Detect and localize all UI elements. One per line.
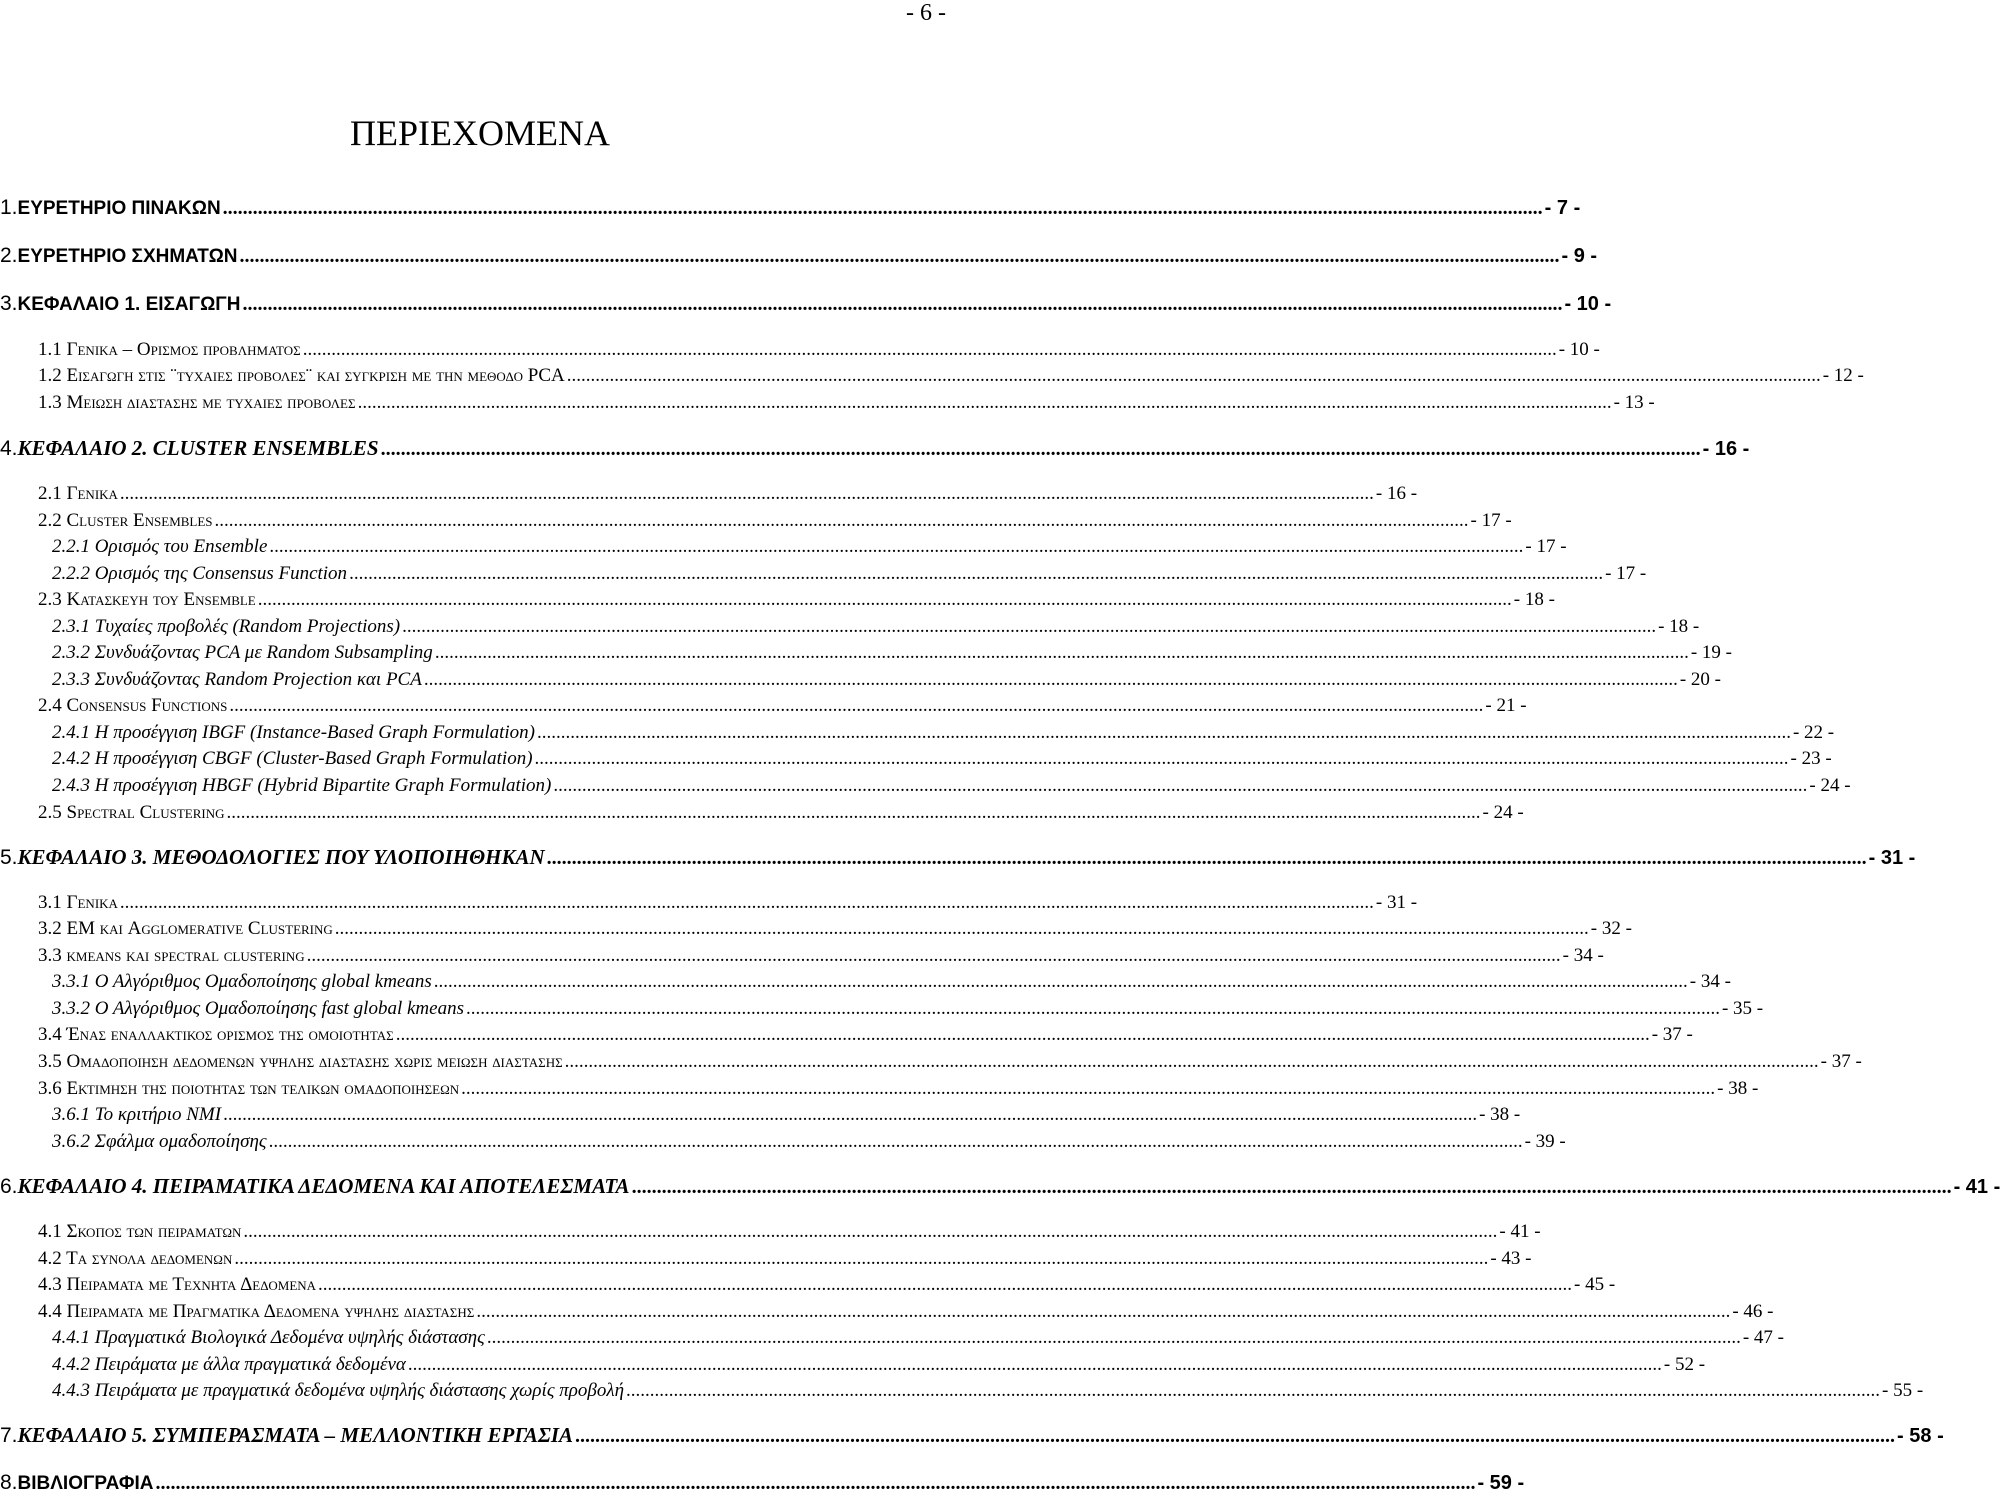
- toc-entry-number: 1.: [0, 196, 18, 219]
- toc-entry-title: ΕΥΡΕΤΗΡΙΟ ΣΧΗΜΑΤΩΝ: [17, 246, 238, 267]
- toc-entry-page: - 16 -: [1702, 438, 1750, 460]
- toc-entry[interactable]: [0, 748, 1832, 774]
- toc-entry[interactable]: [0, 244, 1598, 270]
- toc-entry-title: 4.4.3 Πειράματα με πραγματικά δεδομένα υψηλής διάστασης χωρίς προβολή: [52, 1380, 625, 1401]
- toc-entry[interactable]: [0, 563, 1647, 589]
- toc-entry[interactable]: [0, 802, 1524, 828]
- dot-leader: [223, 1104, 1477, 1126]
- toc-entry-title: ΚΕΦΑΛΑΙΟ 4. ΠΕΙΡΑΜΑΤΙΚΑ ΔΕΔΟΜΕΝΑ ΚΑΙ ΑΠΟΤΕΛΕΣΜΑΤΑ: [17, 1174, 630, 1198]
- toc-entry-title: ΚΕΦΑΛΑΙΟ 5. ΣΥΜΠΕΡΑΣΜΑΤΑ – ΜΕΛΛΟΝΤΙΚΗ ΕΡΓΑΣΙΑ: [17, 1423, 574, 1447]
- toc-entry[interactable]: [0, 1301, 1774, 1327]
- dot-leader: [227, 802, 1481, 824]
- dot-leader: [435, 642, 1689, 664]
- toc-entry-page: - 32 -: [1590, 918, 1632, 939]
- toc-entry[interactable]: [0, 1104, 1521, 1130]
- toc-entry-title: 3.1 Γενικα: [38, 892, 118, 913]
- toc-entry-title: 3.6 Εκτιμηση της ποιοτητας των τελικων ομαδοποιησεων: [38, 1078, 460, 1099]
- toc-entry-title: 4.3 Πειραματα με Τεχνητα Δεδομενα: [38, 1274, 317, 1295]
- toc-entry-number: 7.: [0, 1424, 18, 1447]
- toc-entry-title: 2.4 Consensus Functions: [38, 695, 228, 716]
- toc-entry-number: 2.: [0, 244, 18, 267]
- dot-leader: [487, 1327, 1741, 1349]
- toc-entry[interactable]: [0, 365, 1864, 391]
- toc-entry[interactable]: [0, 971, 1731, 997]
- toc-entry-page: - 20 -: [1679, 669, 1721, 690]
- dot-leader: [155, 1472, 1475, 1495]
- toc-entry-title: 2.4.2 Η προσέγγιση CBGF (Cluster-Based Graph Formulation): [52, 748, 533, 769]
- toc-entry-title: 2.3 Κατασκευη του Ensemble: [38, 589, 256, 610]
- toc-entry[interactable]: [0, 1051, 1862, 1077]
- dot-leader: [553, 775, 1807, 797]
- dot-leader: [335, 918, 1589, 940]
- toc-entry-number: 4.: [0, 437, 18, 460]
- toc-entry-title: 1.1 Γενικα – Ορισμος προβληματος: [38, 339, 301, 360]
- toc-entry-title: 3.5 Ομαδοποιηση δεδομενων υψηλης διαστασης χωρις μειωση διαστασης: [38, 1051, 563, 1072]
- toc-entry-page: - 43 -: [1490, 1248, 1532, 1269]
- toc-entry-title: 2.4.3 Η προσέγγιση HBGF (Hybrid Bipartite Graph Formulation): [52, 775, 552, 796]
- toc-entry-title: 3.6.2 Σφάλμα ομαδοποίησης: [52, 1131, 267, 1152]
- toc-entry[interactable]: [0, 945, 1604, 971]
- dot-leader: [567, 365, 1821, 387]
- dot-leader: [229, 695, 1483, 717]
- toc-entry-title: 3.3.2 Ο Αλγόριθμος Ομαδοποίησης fast global kmeans: [52, 998, 464, 1019]
- toc-entry[interactable]: [0, 1131, 1566, 1157]
- toc-entry[interactable]: [0, 1248, 1532, 1274]
- dot-leader: [120, 892, 1374, 914]
- toc-entry[interactable]: [0, 616, 1700, 642]
- toc-entry-number: 5.: [0, 846, 18, 869]
- toc-entry[interactable]: [0, 196, 1581, 222]
- toc-entry[interactable]: [0, 1327, 1784, 1353]
- dot-leader: [547, 847, 1867, 870]
- toc-entry-page: - 22 -: [1792, 722, 1835, 743]
- toc-entry-page: - 19 -: [1690, 642, 1732, 663]
- toc-entry-page: - 34 -: [1689, 971, 1731, 992]
- toc-entry-page: - 9 -: [1561, 245, 1598, 267]
- toc-entry-page: - 16 -: [1375, 483, 1418, 504]
- toc-entry-page: - 17 -: [1470, 510, 1512, 531]
- toc-entry[interactable]: [0, 695, 1527, 721]
- toc-entry-page: - 38 -: [1479, 1104, 1521, 1125]
- toc-entry[interactable]: [0, 1423, 1944, 1449]
- toc-entry-title: 4.1 Σκοπος των πειραματων: [38, 1221, 242, 1242]
- toc-entry[interactable]: [0, 392, 1655, 418]
- toc-entry[interactable]: [0, 536, 1567, 562]
- dot-leader: [434, 971, 1688, 993]
- toc-entry[interactable]: [0, 845, 1916, 871]
- dot-leader: [565, 1051, 1819, 1073]
- toc-entry-title: 2.3.1 Τυχαίες προβολές (Random Projections): [52, 616, 401, 637]
- toc-entry-page: - 39 -: [1524, 1131, 1566, 1152]
- dot-leader: [402, 616, 1656, 638]
- toc-entry[interactable]: [0, 589, 1555, 615]
- toc-entry[interactable]: [0, 436, 1750, 462]
- dot-leader: [535, 748, 1789, 770]
- toc-entry[interactable]: [0, 510, 1512, 536]
- toc-entry-page: - 24 -: [1482, 802, 1524, 823]
- toc-entry-title: 3.3.1 Ο Αλγόριθμος Ομαδοποίησης global kmeans: [52, 971, 432, 992]
- toc-entry[interactable]: [0, 339, 1600, 365]
- dot-leader: [240, 245, 1560, 268]
- toc-entry-number: 8.: [0, 1471, 18, 1494]
- toc-entry-page: - 35 -: [1721, 998, 1764, 1019]
- dot-leader: [626, 1380, 1880, 1402]
- toc-entry-number: 6.: [0, 1175, 18, 1198]
- toc-entry-page: - 46 -: [1732, 1301, 1774, 1322]
- dot-leader: [381, 438, 1701, 461]
- toc-entry[interactable]: [0, 483, 1418, 509]
- toc-entry-page: - 47 -: [1742, 1327, 1784, 1348]
- dot-leader: [215, 510, 1469, 532]
- dot-leader: [537, 722, 1791, 744]
- dot-leader: [269, 536, 1523, 558]
- toc-entry-page: - 34 -: [1562, 945, 1604, 966]
- toc-entry-page: - 55 -: [1882, 1380, 1924, 1401]
- toc-entry-title: 4.2 Τα συνολα δεδομενων: [38, 1248, 233, 1269]
- dot-leader: [258, 589, 1512, 611]
- toc-entry[interactable]: [0, 1354, 1706, 1380]
- toc-entry[interactable]: [0, 892, 1418, 918]
- toc-entry-page: - 52 -: [1663, 1354, 1706, 1375]
- toc-entry-page: - 17 -: [1605, 563, 1647, 584]
- dot-leader: [575, 1425, 1895, 1448]
- toc-entry-page: - 7 -: [1544, 197, 1581, 219]
- toc-entry[interactable]: [0, 669, 1721, 695]
- toc-entry-title: 2.4.1 Η προσέγγιση IBGF (Instance-Based Graph Formulation): [52, 722, 535, 743]
- toc-entry-title: 2.2 Cluster Ensembles: [38, 510, 213, 531]
- toc-entry[interactable]: [0, 918, 1632, 944]
- toc-entry-page: - 59 -: [1477, 1472, 1525, 1494]
- toc-entry-page: - 10 -: [1558, 339, 1600, 360]
- toc-entry-page: - 23 -: [1790, 748, 1832, 769]
- dot-leader: [318, 1274, 1572, 1296]
- dot-leader: [243, 1221, 1497, 1243]
- toc-entry-title: ΚΕΦΑΛΑΙΟ 1. ΕΙΣΑΓΩΓΗ: [17, 294, 241, 315]
- dot-leader: [349, 563, 1603, 585]
- page-number: - 6 -: [906, 0, 946, 26]
- toc-entry-number: 3.: [0, 292, 18, 315]
- toc-entry-title: 2.5 Spectral Clustering: [38, 802, 225, 823]
- toc-entry[interactable]: [0, 642, 1732, 668]
- dot-leader: [120, 483, 1374, 505]
- toc-entry-page: - 45 -: [1574, 1274, 1616, 1295]
- dot-leader: [269, 1131, 1523, 1153]
- toc-entry[interactable]: [0, 775, 1851, 801]
- toc-entry-title: 2.2.2 Ορισμός της Consensus Function: [52, 563, 348, 584]
- toc-entry-title: 3.3 kmeans και spectral clustering: [38, 945, 305, 966]
- toc-entry-title: 1.2 Εισαγωγη στις ¨τυχαιες προβολες¨ και συγκριση με την μεθοδο PCA: [38, 365, 565, 386]
- dot-leader: [358, 392, 1612, 414]
- toc-entry[interactable]: [0, 292, 1612, 318]
- toc-entry-page: - 31 -: [1375, 892, 1418, 913]
- toc-entry-page: - 18 -: [1658, 616, 1700, 637]
- toc-entry-title: ΕΥΡΕΤΗΡΙΟ ΠΙΝΑΚΩΝ: [17, 198, 221, 219]
- toc-entry-page: - 41 -: [1499, 1221, 1541, 1242]
- toc-entry[interactable]: [0, 1380, 1924, 1406]
- dot-leader: [408, 1354, 1662, 1376]
- toc-entry-page: - 41 -: [1953, 1176, 2000, 1198]
- toc-entry[interactable]: [0, 1221, 1541, 1247]
- toc-entry-title: ΒΙΒΛΙΟΓΡΑΦΙΑ: [17, 1473, 154, 1494]
- dot-leader: [466, 998, 1720, 1020]
- toc-entry[interactable]: [0, 1024, 1693, 1050]
- toc-entry[interactable]: [0, 1078, 1759, 1104]
- toc-entry-title: ΚΕΦΑΛΑΙΟ 2. CLUSTER ENSEMBLES: [17, 436, 379, 460]
- toc-entry-title: 4.4.1 Πραγματικά Βιολογικά Δεδομένα υψηλής διάστασης: [52, 1327, 485, 1348]
- dot-leader: [223, 197, 1543, 220]
- toc-entry-title: 4.4.2 Πειράματα με άλλα πραγματικά δεδομένα: [52, 1354, 406, 1375]
- toc-entry-page: - 18 -: [1513, 589, 1555, 610]
- toc-entry-title: 3.4 Ένας εναλλακτικος ορισμος της ομοιοτητας: [38, 1024, 394, 1045]
- toc-entry[interactable]: [0, 1471, 1525, 1497]
- toc-entry-page: - 58 -: [1897, 1425, 1944, 1447]
- toc-entry-page: - 38 -: [1717, 1078, 1759, 1099]
- toc-entry-page: - 17 -: [1525, 536, 1567, 557]
- dot-leader: [461, 1078, 1715, 1100]
- toc-entry-page: - 24 -: [1809, 775, 1851, 796]
- toc-entry-page: - 13 -: [1613, 392, 1655, 413]
- toc-entry[interactable]: [0, 1174, 2000, 1200]
- toc-entry-page: - 31 -: [1868, 847, 1916, 869]
- toc-entry-title: 1.3 Μειωση διαστασης με τυχαιες προβολες: [38, 392, 356, 413]
- dot-leader: [303, 339, 1557, 361]
- toc-entry-title: 2.1 Γενικα: [38, 483, 118, 504]
- toc-entry-title: 3.2 EM και Agglomerative Clustering: [38, 918, 333, 939]
- toc-entry-page: - 10 -: [1564, 293, 1612, 315]
- dot-leader: [632, 1176, 1952, 1199]
- toc-entry[interactable]: [0, 1274, 1616, 1300]
- toc-entry-title: 4.4 Πειραματα με Πραγματικα Δεδομενα υψηλης διαστασης: [38, 1301, 475, 1322]
- toc-entry-title: 2.2.1 Ορισμός του Ensemble: [52, 536, 268, 557]
- toc-entry-page: - 37 -: [1820, 1051, 1862, 1072]
- toc-entry-title: 3.6.1 Το κριτήριο NMI: [52, 1104, 222, 1125]
- dot-leader: [476, 1301, 1730, 1323]
- page-title: ΠΕΡΙΕΧΟΜΕΝΑ: [350, 113, 610, 153]
- toc-entry-title: ΚΕΦΑΛΑΙΟ 3. ΜΕΘΟΔΟΛΟΓΙΕΣ ΠΟΥ ΥΛΟΠΟΙΗΘΗΚΑΝ: [17, 845, 545, 869]
- dot-leader: [234, 1248, 1488, 1270]
- toc-entry-page: - 12 -: [1822, 365, 1864, 386]
- toc-entry-title: 2.3.3 Συνδυάζοντας Random Projection και PCA: [52, 669, 422, 690]
- toc-entry[interactable]: [0, 722, 1835, 748]
- toc-entry-title: 2.3.2 Συνδυάζοντας PCA με Random Subsampling: [52, 642, 433, 663]
- toc-entry-page: - 21 -: [1485, 695, 1527, 716]
- toc-entry-page: - 37 -: [1651, 1024, 1693, 1045]
- dot-leader: [307, 945, 1561, 967]
- dot-leader: [242, 293, 1562, 316]
- dot-leader: [424, 669, 1678, 691]
- toc-entry[interactable]: [0, 998, 1764, 1024]
- dot-leader: [396, 1024, 1650, 1046]
